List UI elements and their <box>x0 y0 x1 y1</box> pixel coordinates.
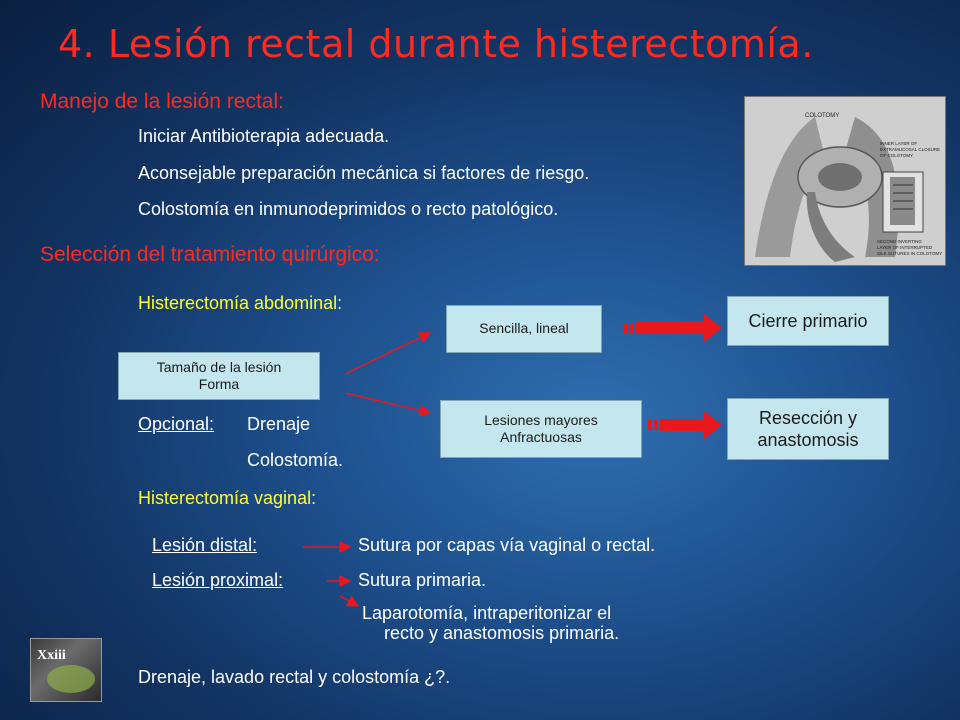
management-item: Iniciar Antibioterapia adecuada. <box>138 126 390 146</box>
proximal-text: Sutura primaria. <box>358 570 487 590</box>
section-heading-treatment: Selección del tratamiento quirúrgico: <box>40 243 380 266</box>
distal-label: Lesión distal: <box>152 535 258 555</box>
svg-text:SECOND INVERTING: SECOND INVERTING <box>877 239 922 244</box>
box-line: anastomosis <box>757 430 859 450</box>
vaginal-label: Histerectomía vaginal: <box>138 488 317 508</box>
management-item: Aconsejable preparación mecánica si factores de riesgo. <box>138 163 590 183</box>
box-line: Cierre primario <box>748 310 868 331</box>
arrow-to-simple <box>345 333 430 374</box>
slide-title: 4. Lesión rectal durante histerectomía. <box>58 22 814 66</box>
svg-text:EXTRAMUCOSAL CLOSURE: EXTRAMUCOSAL CLOSURE <box>880 147 941 152</box>
box-line: Lesiones mayores <box>484 411 598 428</box>
box-line: Tamaño de la lesión <box>156 358 282 375</box>
svg-text:SILK SUTURES IN COLOTOMY: SILK SUTURES IN COLOTOMY <box>877 251 943 256</box>
label-colotomy: COLOTOMY <box>805 113 840 119</box>
abdominal-label: Histerectomía abdominal: <box>138 293 343 313</box>
logo-text: Xxiii <box>37 648 66 663</box>
svg-text:OF COLOTOMY: OF COLOTOMY <box>880 153 914 158</box>
management-item: Colostomía en inmunodeprimidos o recto patológico. <box>138 199 559 219</box>
footer-text: Drenaje, lavado rectal y colostomía ¿?. <box>138 667 451 687</box>
svg-text:INNER LAYER OF: INNER LAYER OF <box>880 141 918 146</box>
optional-item-drainage: Drenaje <box>247 414 311 434</box>
section-heading-management: Manejo de la lesión rectal: <box>40 90 284 113</box>
box-line: Anfractuosas <box>500 429 582 445</box>
arrow-to-major <box>345 393 430 413</box>
laparotomy-line2: recto y anastomosis primaria. <box>384 623 620 643</box>
laparotomy-line1: Laparotomía, intraperitonizar el <box>362 603 612 623</box>
optional-item-colostomy: Colostomía. <box>247 450 344 470</box>
block-arrow-resection <box>648 411 722 439</box>
box-line: Resección y <box>758 407 858 428</box>
svg-text:LAYER OF INTERRUPTED: LAYER OF INTERRUPTED <box>877 245 933 250</box>
box-line: Sencilla, lineal <box>479 320 569 337</box>
distal-text: Sutura por capas vía vaginal o rectal. <box>358 535 656 555</box>
optional-label: Opcional: <box>138 414 215 434</box>
proximal-label: Lesión proximal: <box>152 570 284 590</box>
box-line: Forma <box>198 376 240 392</box>
block-arrow-primary <box>624 314 722 342</box>
arrow-laparotomy <box>340 596 358 606</box>
